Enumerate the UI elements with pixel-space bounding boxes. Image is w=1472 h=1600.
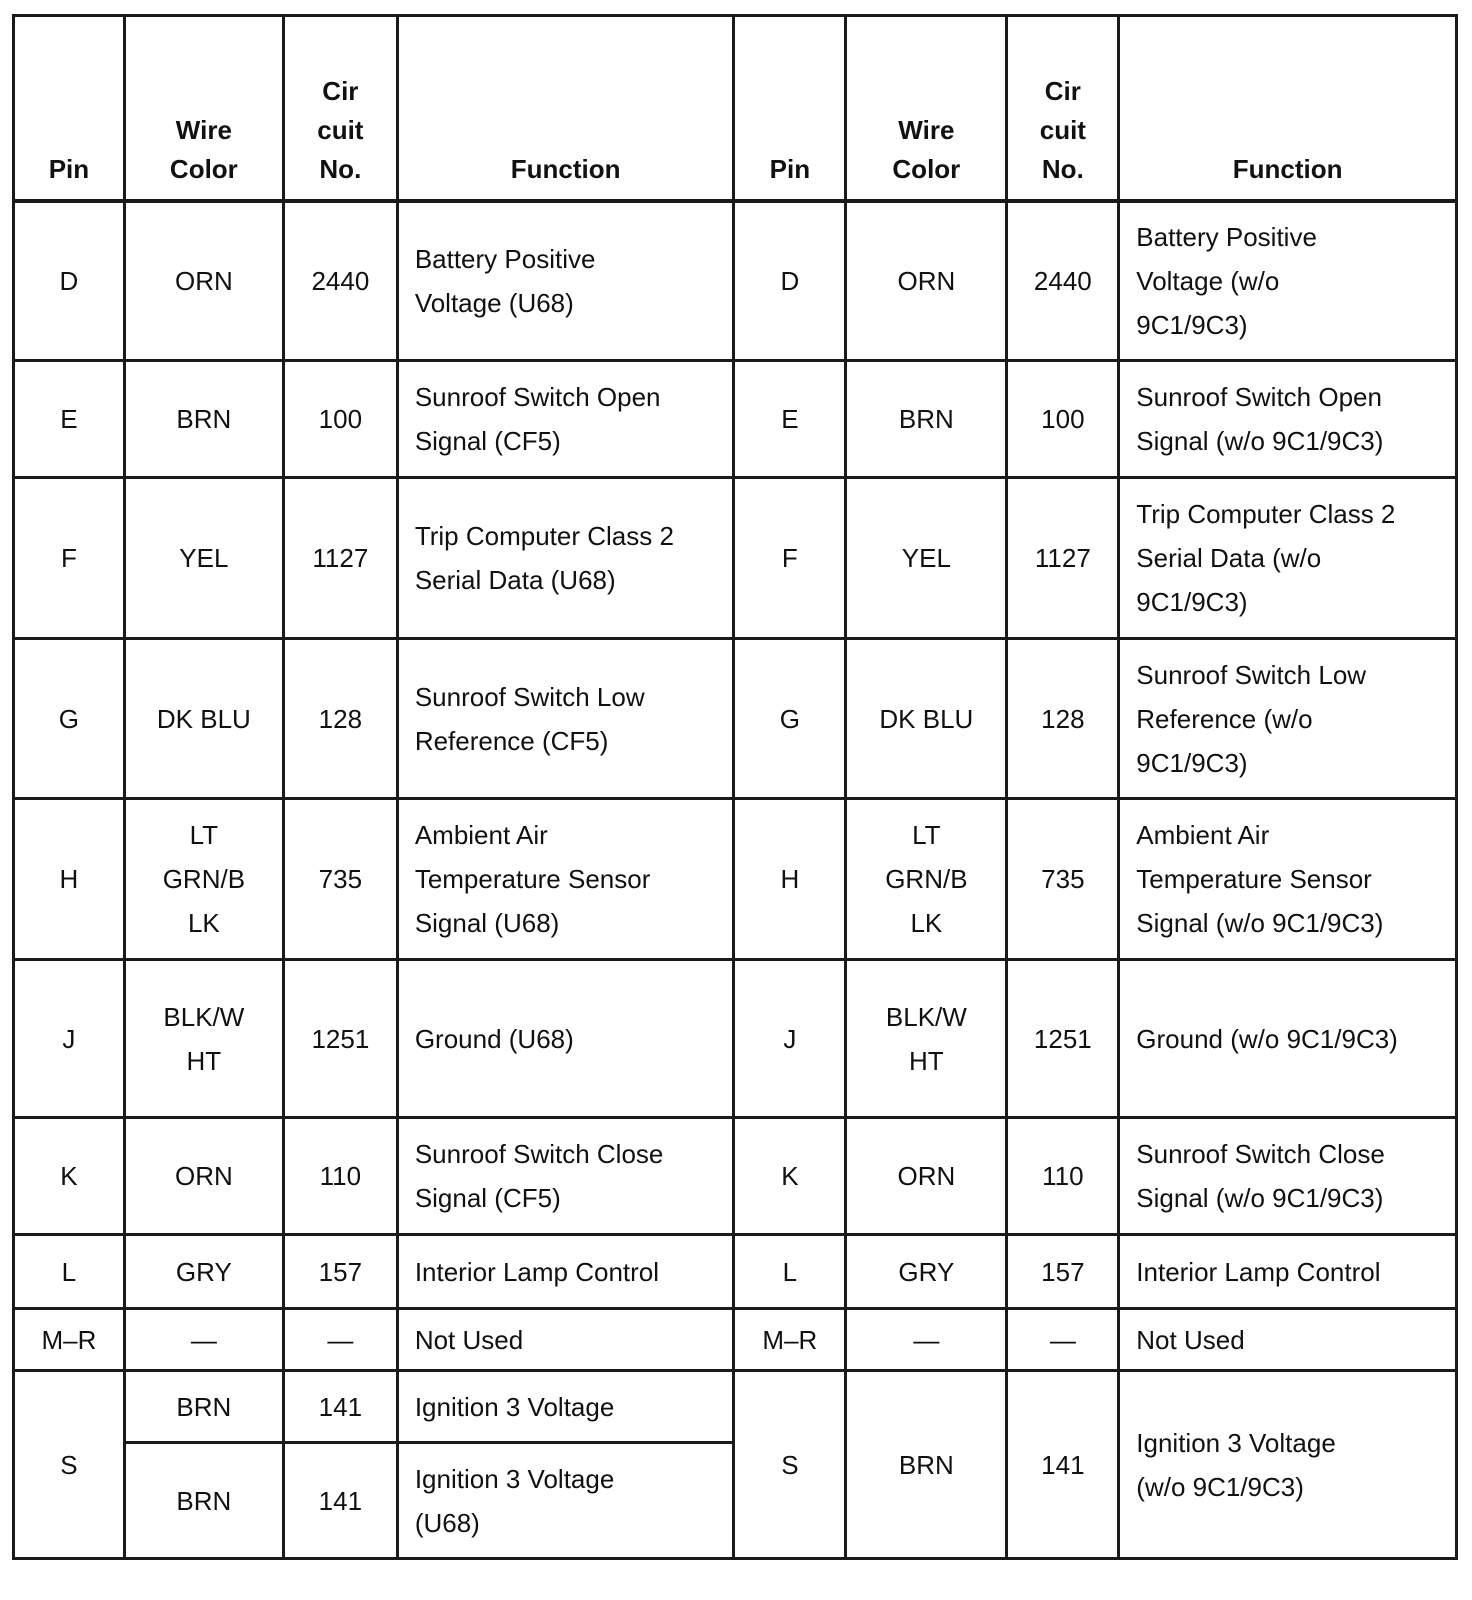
function-cell-right: Battery Positive Voltage (w/o 9C1/9C3) (1119, 201, 1457, 361)
circuit-cell-right: — (1007, 1309, 1119, 1371)
table-row (14, 1309, 1457, 1371)
wire-color-cell-right: LT GRN/B LK (846, 799, 1007, 960)
pin-cell: M–R (14, 1309, 125, 1371)
connector-pinout-table (12, 14, 1458, 1560)
wire-color-cell-right: ORN (846, 1118, 1007, 1235)
wire-color-cell: BRN (124, 1371, 283, 1443)
function-cell: Ignition 3 Voltage (U68) (397, 1443, 734, 1559)
pin-cell-right: F (734, 478, 846, 639)
wire-color-cell: ORN (124, 1118, 283, 1235)
function-cell: Ignition 3 Voltage (397, 1371, 734, 1443)
function-cell-right: Ambient Air Temperature Sensor Signal (w/o 9C1/9C3) (1119, 799, 1457, 960)
wire-color-cell: LT GRN/B LK (124, 799, 283, 960)
circuit-cell: 1251 (283, 960, 397, 1118)
header-function: Function (397, 16, 734, 201)
table-row (14, 799, 1457, 960)
header-wire-color-right: Wire Color (846, 16, 1007, 201)
circuit-cell: 128 (283, 639, 397, 799)
circuit-cell-right: 110 (1007, 1118, 1119, 1235)
table-row (14, 361, 1457, 478)
function-cell-right: Sunroof Switch Open Signal (w/o 9C1/9C3) (1119, 361, 1457, 478)
table-row (14, 478, 1457, 639)
pin-cell-right: M–R (734, 1309, 846, 1371)
wire-color-cell: YEL (124, 478, 283, 639)
function-cell-right: Ignition 3 Voltage (w/o 9C1/9C3) (1119, 1371, 1457, 1559)
pin-cell-right: H (734, 799, 846, 960)
wire-color-cell: BRN (124, 361, 283, 478)
table-row (14, 1118, 1457, 1235)
table-row (14, 1235, 1457, 1309)
pin-cell: D (14, 201, 125, 361)
circuit-cell-right: 735 (1007, 799, 1119, 960)
function-cell-right: Not Used (1119, 1309, 1457, 1371)
circuit-cell-right: 141 (1007, 1371, 1119, 1559)
pin-cell: E (14, 361, 125, 478)
circuit-cell: 735 (283, 799, 397, 960)
function-cell-right: Interior Lamp Control (1119, 1235, 1457, 1309)
circuit-cell: 100 (283, 361, 397, 478)
wire-color-cell: BRN (124, 1443, 283, 1559)
pin-cell-right: L (734, 1235, 846, 1309)
wire-color-cell-right: GRY (846, 1235, 1007, 1309)
header-row (14, 16, 1457, 201)
pin-cell: L (14, 1235, 125, 1309)
pin-cell-right: J (734, 960, 846, 1118)
circuit-cell-right: 100 (1007, 361, 1119, 478)
circuit-cell: 141 (283, 1443, 397, 1559)
header-wire-color: Wire Color (124, 16, 283, 201)
pin-cell-right: G (734, 639, 846, 799)
circuit-cell: — (283, 1309, 397, 1371)
wire-color-cell: — (124, 1309, 283, 1371)
circuit-cell: 1127 (283, 478, 397, 639)
function-cell: Trip Computer Class 2 Serial Data (U68) (397, 478, 734, 639)
table-row (14, 639, 1457, 799)
pin-cell: S (14, 1371, 125, 1559)
pin-cell-right: E (734, 361, 846, 478)
header-circuit-no: Cir cuit No. (283, 16, 397, 201)
function-cell-right: Ground (w/o 9C1/9C3) (1119, 960, 1457, 1118)
pin-cell: J (14, 960, 125, 1118)
function-cell: Sunroof Switch Open Signal (CF5) (397, 361, 734, 478)
pin-cell: G (14, 639, 125, 799)
wire-color-cell-right: — (846, 1309, 1007, 1371)
pin-cell: K (14, 1118, 125, 1235)
table-row (14, 960, 1457, 1118)
header-circuit-no-right: Cir cuit No. (1007, 16, 1119, 201)
wire-color-cell-right: DK BLU (846, 639, 1007, 799)
wire-color-cell: BLK/W HT (124, 960, 283, 1118)
pin-cell-right: K (734, 1118, 846, 1235)
function-cell-right: Trip Computer Class 2 Serial Data (w/o 9C1/9C3) (1119, 478, 1457, 639)
circuit-cell: 141 (283, 1371, 397, 1443)
header-pin-right: Pin (734, 16, 846, 201)
pin-cell: H (14, 799, 125, 960)
circuit-cell: 110 (283, 1118, 397, 1235)
wire-color-cell-right: ORN (846, 201, 1007, 361)
function-cell: Ambient Air Temperature Sensor Signal (U68) (397, 799, 734, 960)
circuit-cell-right: 2440 (1007, 201, 1119, 361)
function-cell-right: Sunroof Switch Close Signal (w/o 9C1/9C3) (1119, 1118, 1457, 1235)
pin-cell-right: S (734, 1371, 846, 1559)
function-cell: Sunroof Switch Low Reference (CF5) (397, 639, 734, 799)
function-cell: Sunroof Switch Close Signal (CF5) (397, 1118, 734, 1235)
table-row (14, 1371, 1457, 1443)
header-function-right: Function (1119, 16, 1457, 201)
circuit-cell-right: 128 (1007, 639, 1119, 799)
table-row (14, 201, 1457, 361)
header-pin: Pin (14, 16, 125, 201)
function-cell: Interior Lamp Control (397, 1235, 734, 1309)
function-cell: Battery Positive Voltage (U68) (397, 201, 734, 361)
circuit-cell-right: 1127 (1007, 478, 1119, 639)
circuit-cell: 2440 (283, 201, 397, 361)
wire-color-cell-right: BLK/W HT (846, 960, 1007, 1118)
wire-color-cell: DK BLU (124, 639, 283, 799)
wire-color-cell-right: YEL (846, 478, 1007, 639)
wire-color-cell: ORN (124, 201, 283, 361)
function-cell: Ground (U68) (397, 960, 734, 1118)
circuit-cell-right: 157 (1007, 1235, 1119, 1309)
circuit-cell: 157 (283, 1235, 397, 1309)
function-cell: Not Used (397, 1309, 734, 1371)
wire-color-cell: GRY (124, 1235, 283, 1309)
pin-cell-right: D (734, 201, 846, 361)
pin-cell: F (14, 478, 125, 639)
wire-color-cell-right: BRN (846, 1371, 1007, 1559)
wire-color-cell-right: BRN (846, 361, 1007, 478)
function-cell-right: Sunroof Switch Low Reference (w/o 9C1/9C3) (1119, 639, 1457, 799)
circuit-cell-right: 1251 (1007, 960, 1119, 1118)
